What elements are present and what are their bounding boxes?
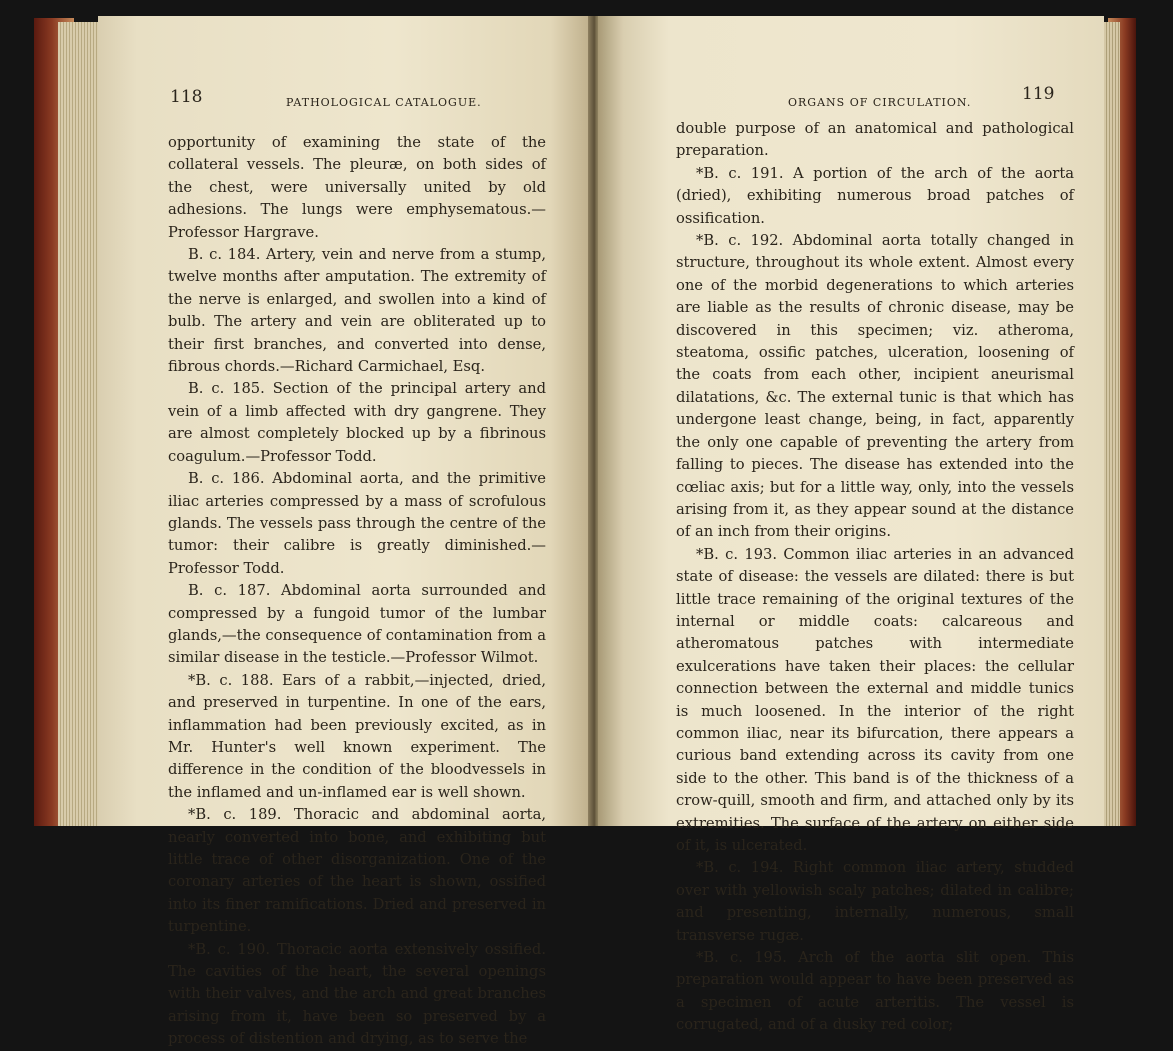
paragraph: B. c. 187. Abdominal aorta surrounded and compressed by a fungoid tumor of the lumbar glands,—the consequence of contamination from a similar disease in the testicle.—Professor Wilmot. bbox=[168, 582, 546, 667]
right-page-number: 119 bbox=[1022, 84, 1055, 104]
left-page-text bbox=[168, 132, 546, 1051]
paragraph: opportunity of examining the state of the collateral vessels. The pleuræ, on both sides of the chest, were universally united by old adhesions. The lungs were emphysematous.—Professor Hargrave. bbox=[168, 134, 546, 241]
right-page bbox=[598, 16, 1104, 1034]
paragraph: B. c. 184. Artery, vein and nerve from a stump, twelve months after amputation. The extremity of the nerve is enlarged, and swollen into a kind of bulb. The artery and vein are obliterated up to their first branches, and converted into dense, fibrous chords.—Richard Carmichael, Esq. bbox=[168, 246, 546, 376]
left-page bbox=[98, 16, 590, 1048]
paragraph: B. c. 186. Abdominal aorta, and the primitive iliac arteries compressed by a mass of scrofulous glands. The vessels pass through the centre of the tumor: their calibre is greatly diminished.—Professor Todd. bbox=[168, 470, 546, 577]
right-running-head: ORGANS OF CIRCULATION. bbox=[788, 96, 972, 109]
paragraph: *B. c. 192. Abdominal aorta totally changed in structure, throughout its whole extent. Almost every one of the morbid degenerations to which arteries are liable as the results of chronic disease, may be discovered in this specimen; viz. atheroma, steatoma, ossific patches, ulceration, loosening of the coats from each other, incipient aneurismal dilatations, &c. The external tunic is that which has undergone least change, being, in fact, apparently the only one capable of preventing the artery from falling to pieces. The disease has extended into the cœliac axis; but for a little way, only, into the vessels arising from it, as they appear sound at the distance of an inch from their origins. bbox=[676, 232, 1074, 541]
left-page-number: 118 bbox=[170, 87, 203, 107]
left-running-head: PATHOLOGICAL CATALOGUE. bbox=[286, 96, 482, 109]
paragraph: *B. c. 194. Right common iliac artery, studded over with yellowish scaly patches; dilated in calibre; and presenting, internally, numerous, small transverse rugæ. bbox=[676, 859, 1074, 944]
paragraph: *B. c. 191. A portion of the arch of the aorta (dried), exhibiting numerous broad patches of ossification. bbox=[676, 164, 1074, 227]
paragraph: *B. c. 190. Thoracic aorta extensively ossified. The cavities of the heart, the several openings with their valves, and the arch and great branches arising from it, have been so preserved by a process of distention and drying, as to serve the bbox=[168, 940, 546, 1048]
paragraph: *B. c. 195. Arch of the aorta slit open. This preparation would appear to have been preserved as a specimen of acute arteritis. The vessel is corrugated, and of a dusky red color; bbox=[676, 949, 1074, 1034]
paragraph: *B. c. 189. Thoracic and abdominal aorta, nearly converted into bone, and exhibiting but little trace of other disorganization. One of the coronary arteries of the heart is shown, ossified into its finer ramifications. Dried and preserved in turpentine. bbox=[168, 806, 546, 936]
right-page-text bbox=[676, 118, 1074, 1037]
paragraph: B. c. 185. Section of the principal artery and vein of a limb affected with dry gangrene. They are almost completely blocked up by a fibrinous coagulum.—Professor Todd. bbox=[168, 380, 546, 465]
paragraph: double purpose of an anatomical and pathological preparation. bbox=[676, 120, 1074, 160]
paragraph: *B. c. 188. Ears of a rabbit,—injected, dried, and preserved in turpentine. In one of the ears, inflammation had been previously excited, as in Mr. Hunter's well known experiment. The difference in the condition of the bloodvessels in the inflamed and un-inflamed ear is well shown. bbox=[168, 671, 546, 801]
paragraph: *B. c. 193. Common iliac arteries in an advanced state of disease: the vessels are dilated: there is but little trace remaining of the original textures of the internal or middle coats: calcareous and atheromatous patches with intermediate exulcerations have taken their places: the cellular connection between the external and middle tunics is much loosened. In the interior of the right common iliac, near its bifurcation, there appears a curious band extending across its cavity from one side to the other. This band is of the thickness of a crow-quill, smooth and firm, and attached only by its extremities. The surface of the artery on either side of it, is ulcerated. bbox=[676, 545, 1074, 854]
